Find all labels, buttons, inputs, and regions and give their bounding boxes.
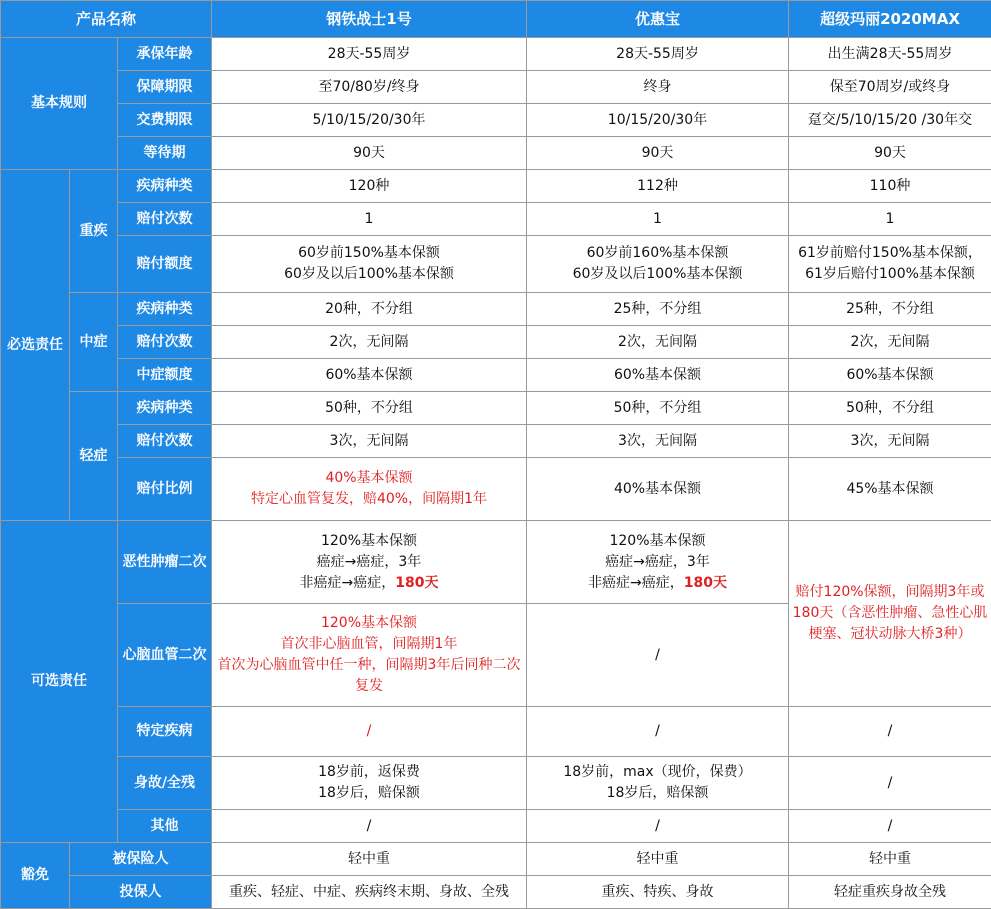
table-row bbox=[1, 236, 991, 293]
cell-line: 120%基本保额 bbox=[214, 613, 524, 634]
cell-line: 首次为心脑血管中任一种，间隔期3年后同种二次复发 bbox=[214, 655, 524, 697]
cell: 5/10/15/20/30年 bbox=[212, 104, 527, 137]
cell: 1 bbox=[527, 203, 789, 236]
cell-line: 61岁后赔付100%基本保额 bbox=[791, 264, 989, 285]
row-label: 赔付比例 bbox=[118, 458, 212, 521]
header-product-3: 超级玛丽2020MAX bbox=[789, 1, 991, 38]
cell: 20种，不分组 bbox=[212, 293, 527, 326]
cell: / bbox=[527, 810, 789, 843]
cell: 25种，不分组 bbox=[527, 293, 789, 326]
cell: / bbox=[789, 757, 991, 810]
cell: / bbox=[212, 810, 527, 843]
cell: 轻中重 bbox=[527, 843, 789, 876]
cell-line: 18岁前，返保费 bbox=[214, 762, 524, 783]
cell: 保至70周岁/或终身 bbox=[789, 71, 991, 104]
cell: 2次，无间隔 bbox=[527, 326, 789, 359]
cell: 终身 bbox=[527, 71, 789, 104]
cell: / bbox=[527, 604, 789, 707]
row-label: 疾病种类 bbox=[118, 170, 212, 203]
category-waiver: 豁免 bbox=[1, 843, 70, 909]
row-label: 等待期 bbox=[118, 137, 212, 170]
cell: 45%基本保额 bbox=[789, 458, 991, 521]
table-row bbox=[1, 170, 991, 203]
table-row bbox=[1, 757, 991, 810]
table-row bbox=[1, 425, 991, 458]
header-product-1: 钢铁战士1号 bbox=[212, 1, 527, 38]
row-label: 投保人 bbox=[70, 876, 212, 909]
cell: 重疾、轻症、中症、疾病终末期、身故、全残 bbox=[212, 876, 527, 909]
cell: 50种，不分组 bbox=[789, 392, 991, 425]
cell: 1 bbox=[789, 203, 991, 236]
cell: 至70/80岁/终身 bbox=[212, 71, 527, 104]
header-product-2: 优惠宝 bbox=[527, 1, 789, 38]
cell bbox=[527, 757, 789, 810]
cell bbox=[212, 604, 527, 707]
table-row bbox=[1, 707, 991, 757]
subcategory-moderate: 中症 bbox=[70, 293, 118, 392]
row-label: 中症额度 bbox=[118, 359, 212, 392]
cell: 3次，无间隔 bbox=[212, 425, 527, 458]
row-label: 交费期限 bbox=[118, 104, 212, 137]
cell bbox=[212, 521, 527, 604]
table-row bbox=[1, 203, 991, 236]
cell: 3次，无间隔 bbox=[527, 425, 789, 458]
row-label: 赔付次数 bbox=[118, 203, 212, 236]
row-label: 特定疾病 bbox=[118, 707, 212, 757]
row-label: 其他 bbox=[118, 810, 212, 843]
cell: 赔付120%保额，间隔期3年或180天（含恶性肿瘤、急性心肌梗塞、冠状动脉大桥3种） bbox=[789, 521, 991, 707]
cell: 轻症重疾身故全残 bbox=[789, 876, 991, 909]
table-row bbox=[1, 359, 991, 392]
cell bbox=[212, 236, 527, 293]
cell: 趸交/5/10/15/20 /30年交 bbox=[789, 104, 991, 137]
cell-line: 特定心血管复发，赔40%，间隔期1年 bbox=[214, 489, 524, 510]
cell: 120种 bbox=[212, 170, 527, 203]
row-label: 心脑血管二次 bbox=[118, 604, 212, 707]
cell: 60%基本保额 bbox=[212, 359, 527, 392]
cell-line: 癌症→癌症，3年 bbox=[529, 552, 786, 573]
table-row bbox=[1, 810, 991, 843]
row-label: 疾病种类 bbox=[118, 392, 212, 425]
cell: 2次，无间隔 bbox=[789, 326, 991, 359]
category-optional: 可选责任 bbox=[1, 521, 118, 843]
cell: 90天 bbox=[527, 137, 789, 170]
cell: 110种 bbox=[789, 170, 991, 203]
cell: 25种，不分组 bbox=[789, 293, 991, 326]
cell: / bbox=[789, 707, 991, 757]
cell: 3次，无间隔 bbox=[789, 425, 991, 458]
cell-line: 61岁前赔付150%基本保额， bbox=[791, 243, 989, 264]
cell: 40%基本保额 bbox=[527, 458, 789, 521]
cell: 90天 bbox=[212, 137, 527, 170]
cell: 出生满28天-55周岁 bbox=[789, 38, 991, 71]
category-basic-rules: 基本规则 bbox=[1, 38, 118, 170]
cell: 10/15/20/30年 bbox=[527, 104, 789, 137]
cell: 1 bbox=[212, 203, 527, 236]
category-required: 必选责任 bbox=[1, 170, 70, 521]
table-row bbox=[1, 876, 991, 909]
table-row bbox=[1, 104, 991, 137]
row-label: 身故/全残 bbox=[118, 757, 212, 810]
cell: / bbox=[527, 707, 789, 757]
cell-line bbox=[214, 573, 524, 594]
cell-text: 非癌症→癌症， bbox=[588, 575, 684, 591]
subcategory-critical: 重疾 bbox=[70, 170, 118, 293]
cell-line: 18岁后，赔保额 bbox=[214, 783, 524, 804]
cell: 90天 bbox=[789, 137, 991, 170]
header-product-name: 产品名称 bbox=[1, 1, 212, 38]
cell bbox=[527, 521, 789, 604]
cell-line: 癌症→癌症，3年 bbox=[214, 552, 524, 573]
cell-line: 120%基本保额 bbox=[214, 531, 524, 552]
table-row bbox=[1, 38, 991, 71]
row-label: 被保险人 bbox=[70, 843, 212, 876]
table-row bbox=[1, 137, 991, 170]
cell-line: 120%基本保额 bbox=[529, 531, 786, 552]
table-row bbox=[1, 521, 991, 604]
row-label: 恶性肿瘤二次 bbox=[118, 521, 212, 604]
cell-line: 60岁及以后100%基本保额 bbox=[529, 264, 786, 285]
cell-line: 60岁前150%基本保额 bbox=[214, 243, 524, 264]
highlight-text: 180天 bbox=[395, 575, 438, 591]
cell: 重疾、特疾、身故 bbox=[527, 876, 789, 909]
row-label: 赔付额度 bbox=[118, 236, 212, 293]
cell: 112种 bbox=[527, 170, 789, 203]
cell bbox=[212, 458, 527, 521]
cell: 2次，无间隔 bbox=[212, 326, 527, 359]
cell: 50种，不分组 bbox=[212, 392, 527, 425]
cell: 轻中重 bbox=[212, 843, 527, 876]
row-label: 保障期限 bbox=[118, 71, 212, 104]
cell bbox=[212, 757, 527, 810]
row-label: 疾病种类 bbox=[118, 293, 212, 326]
table-row bbox=[1, 293, 991, 326]
cell bbox=[527, 236, 789, 293]
cell: 28天-55周岁 bbox=[212, 38, 527, 71]
highlight-text: 180天 bbox=[684, 575, 727, 591]
cell: 28天-55周岁 bbox=[527, 38, 789, 71]
cell-line bbox=[529, 573, 786, 594]
row-label: 赔付次数 bbox=[118, 425, 212, 458]
cell-line: 18岁后，赔保额 bbox=[529, 783, 786, 804]
cell-text: 非癌症→癌症， bbox=[300, 575, 396, 591]
cell: / bbox=[212, 707, 527, 757]
cell: 60%基本保额 bbox=[789, 359, 991, 392]
cell-line: 60岁前160%基本保额 bbox=[529, 243, 786, 264]
table-row bbox=[1, 326, 991, 359]
cell bbox=[789, 236, 991, 293]
row-label: 承保年龄 bbox=[118, 38, 212, 71]
cell-line: 40%基本保额 bbox=[214, 468, 524, 489]
cell: 轻中重 bbox=[789, 843, 991, 876]
cell: 50种，不分组 bbox=[527, 392, 789, 425]
table-row bbox=[1, 392, 991, 425]
cell-line: 60岁及以后100%基本保额 bbox=[214, 264, 524, 285]
table-row bbox=[1, 458, 991, 521]
header-row bbox=[1, 1, 991, 38]
cell-line: 18岁前，max（现价，保费） bbox=[529, 762, 786, 783]
table-row bbox=[1, 843, 991, 876]
cell: / bbox=[789, 810, 991, 843]
cell: 60%基本保额 bbox=[527, 359, 789, 392]
table-row bbox=[1, 71, 991, 104]
cell-line: 首次非心脑血管，间隔期1年 bbox=[214, 634, 524, 655]
subcategory-mild: 轻症 bbox=[70, 392, 118, 521]
row-label: 赔付次数 bbox=[118, 326, 212, 359]
